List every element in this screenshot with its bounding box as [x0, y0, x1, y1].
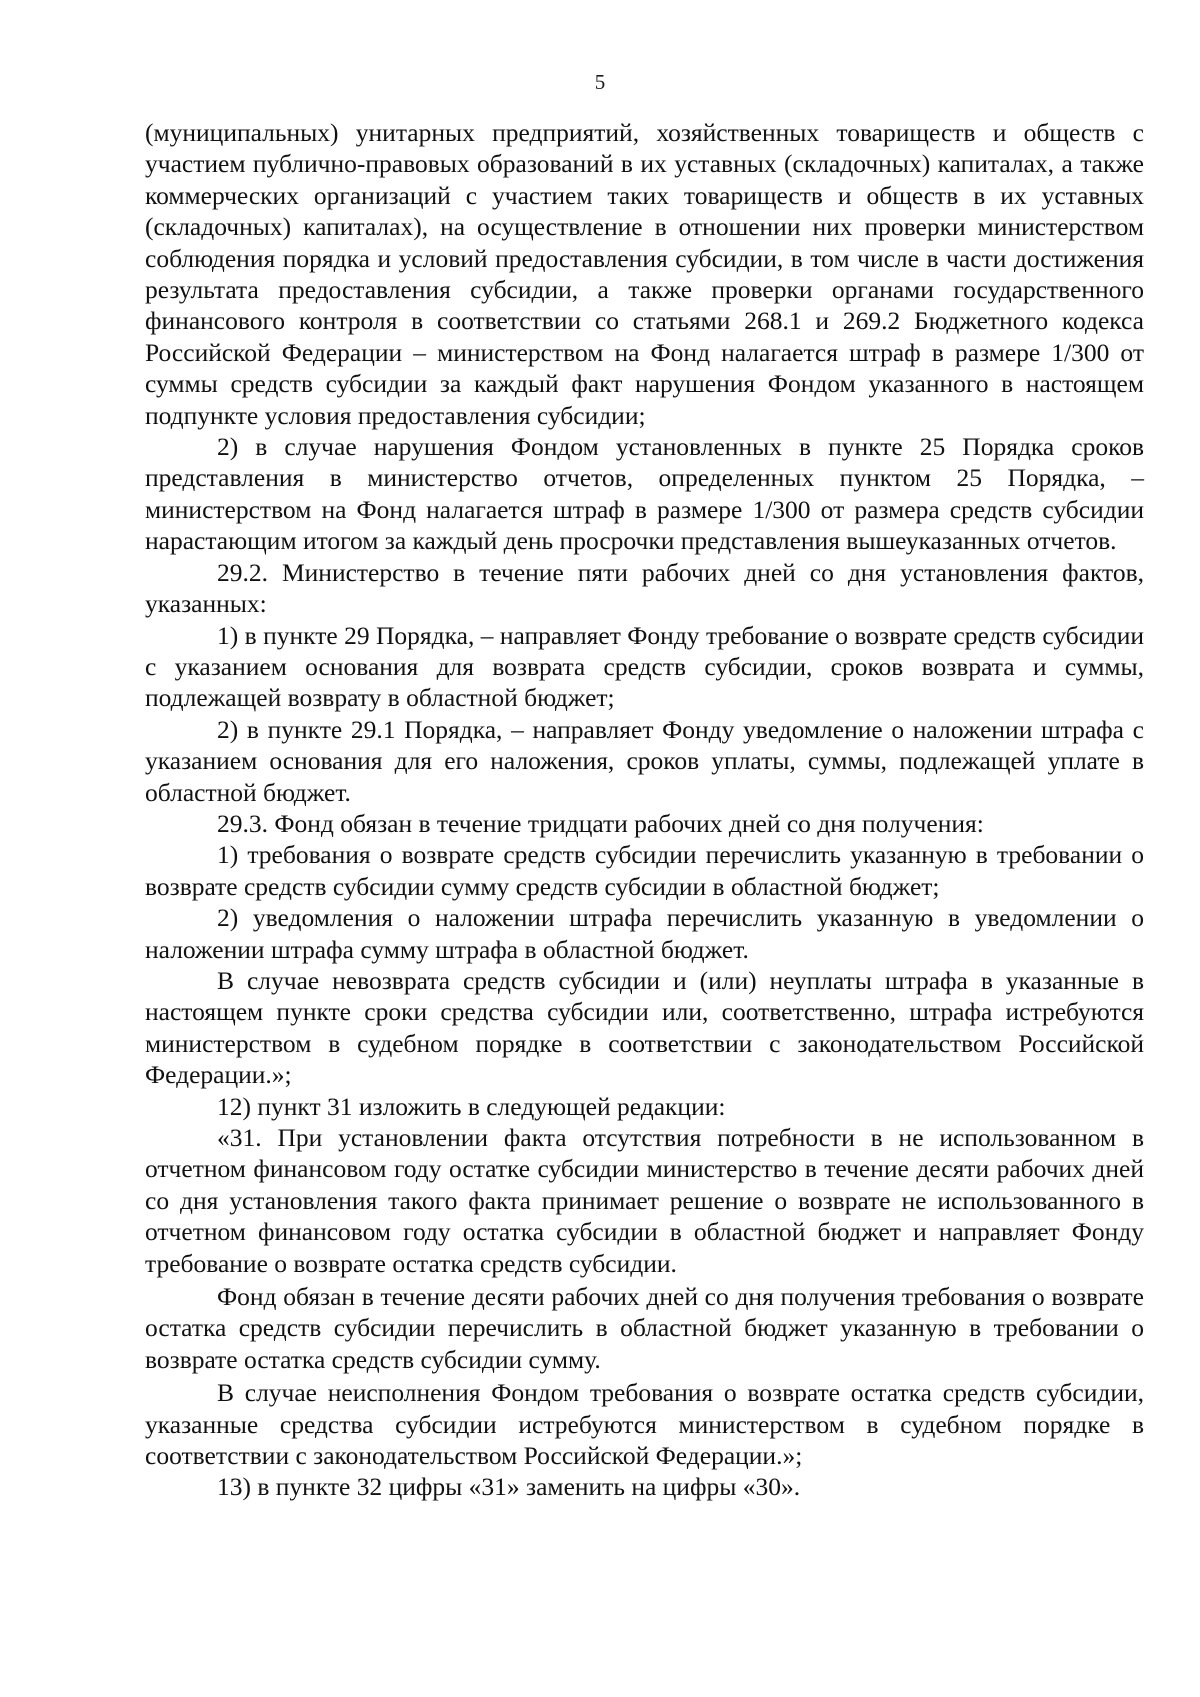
paragraph-item-12: 12) пункт 31 изложить в следующей редакции:: [217, 1091, 726, 1121]
paragraph-31-fund-obligation: Фонд обязан в течение десяти рабочих дней со дня получения требования о возврате остатка средств субсидии перечислить в областной бюджет указанную в требовании о возврате остатка средств субсидии сумму.: [145, 1282, 1144, 1374]
paragraph-31-non-fulfillment: В случае неисполнения Фондом требования о возврате остатка средств субсидии, указанные средства субсидии истребуются министерством в судебном порядке в соответствии с законодательством Российской Федерации.»;: [145, 1378, 1144, 1471]
paragraph-29-3-item-1: 1) требования о возврате средств субсидии перечислить указанную в требовании о возврате средств субсидии сумму средств субсидии в областной бюджет;: [145, 840, 1144, 901]
paragraph-29-3-item-2: 2) уведомления о наложении штрафа перечислить указанную в уведомлении о наложении штрафа сумму штрафа в областной бюджет.: [145, 903, 1144, 964]
paragraph-continuation: (муниципальных) унитарных предприятий, хозяйственных товариществ и обществ с участием публично-правовых образований в их уставных (складочных) капиталах, а также коммерческих организаций с участием таких товариществ и обществ в их уставных (складочных) капиталах), на осуществление в отношении них проверки министерством соблюдения порядка и условий предоставления субсидии, в том числе в части достижения результата предоставления субсидии, а также проверки органами государственного финансового контроля в соответствии со статьями 268.1 и 269.2 Бюджетного кодекса Российской Федерации – министерством на Фонд налагается штраф в размере 1/300 от суммы средств субсидии за каждый факт нарушения Фондом указанного в настоящем подпункте условия предоставления субсидии;: [145, 118, 1144, 430]
page-number: 5: [594, 70, 606, 94]
paragraph-item-13: 13) в пункте 32 цифры «31» заменить на цифры «30».: [217, 1472, 801, 1502]
paragraph-29-3: 29.3. Фонд обязан в течение тридцати рабочих дней со дня получения:: [217, 808, 984, 838]
paragraph-29-2: 29.2. Министерство в течение пяти рабочих дней со дня установления фактов, указанных:: [145, 557, 1144, 619]
paragraph-subitem-2-deadlines: 2) в случае нарушения Фондом установленных в пункте 25 Порядка сроков представления в министерство отчетов, определенных пунктом 25 Порядка, – министерством на Фонд налагается штраф в размере 1/300 от размера средств субсидии нарастающим итогом за каждый день просрочки представления вышеуказанных отчетов.: [145, 432, 1144, 556]
paragraph-non-return: В случае невозврата средств субсидии и (или) неуплаты штрафа в указанные в настоящем пункте сроки средства субсидии или, соответственно, штрафа истребуются министерством в судебном порядке в соответствии с законодательством Российской Федерации.»;: [145, 965, 1144, 1090]
paragraph-29-2-item-2: 2) в пункте 29.1 Порядка, – направляет Фонду уведомление о наложении штрафа с указанием основания для его наложения, сроков уплаты, суммы, подлежащей уплате в областной бюджет.: [145, 714, 1144, 807]
paragraph-31: «31. При установлении факта отсутствия потребности в не использованном в отчетном финансовом году остатке субсидии министерство в течение десяти рабочих дней со дня установления такого факта принимает решение о возврате не использованного в отчетном финансовом году остатка субсидии в областной бюджет и направляет Фонду требование о возврате остатка средств субсидии.: [145, 1123, 1144, 1278]
paragraph-29-2-item-1: 1) в пункте 29 Порядка, – направляет Фонду требование о возврате средств субсидии с указанием основания для возврата средств субсидии, сроков возврата и суммы, подлежащей возврату в областной бюджет;: [145, 620, 1144, 713]
document-body: [145, 117, 1144, 1503]
